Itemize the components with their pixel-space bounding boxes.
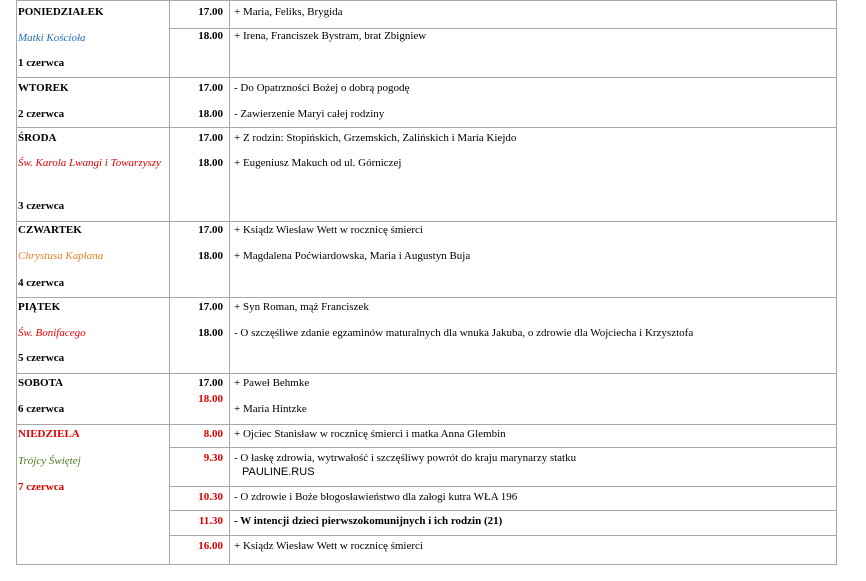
column-divider-day-time bbox=[169, 0, 170, 565]
mass-time: 17.00 bbox=[198, 301, 223, 313]
mass-time: 18.00 bbox=[198, 157, 223, 169]
day-date: 6 czerwca bbox=[18, 403, 65, 415]
row-divider bbox=[16, 424, 837, 425]
mass-intention: - O zdrowie i Boże błogosławieństwo dla załogi kutra WŁA 196 bbox=[234, 491, 518, 503]
mass-time: 16.00 bbox=[198, 540, 223, 552]
mass-time: 18.00 bbox=[198, 327, 223, 339]
table-border-left bbox=[16, 0, 17, 565]
mass-time: 17.00 bbox=[198, 224, 223, 236]
day-name: PONIEDZIAŁEK bbox=[18, 6, 104, 18]
feast-name: Matki Kościoła bbox=[18, 32, 86, 44]
feast-name: Chrystusa Kapłana bbox=[18, 250, 104, 262]
mass-time: 17.00 bbox=[198, 6, 223, 18]
mass-time: 11.30 bbox=[198, 515, 223, 527]
day-date: 7 czerwca bbox=[18, 481, 65, 493]
sub-row-divider bbox=[169, 535, 837, 536]
mass-intention: + Ksiądz Wiesław Wett w rocznicę śmierci bbox=[234, 540, 423, 552]
day-name: CZWARTEK bbox=[18, 224, 82, 236]
day-name: WTOREK bbox=[18, 82, 69, 94]
table-border-right bbox=[836, 0, 837, 565]
day-date: 4 czerwca bbox=[18, 277, 65, 289]
day-date: 5 czerwca bbox=[18, 352, 65, 364]
mass-intention: - Zawierzenie Maryi całej rodziny bbox=[234, 108, 385, 120]
day-date: 2 czerwca bbox=[18, 108, 65, 120]
day-name: ŚRODA bbox=[18, 132, 57, 144]
mass-intention: + Maria, Feliks, Brygida bbox=[234, 6, 343, 18]
mass-intention: + Paweł Behmke bbox=[234, 377, 310, 389]
mass-intention: + Ksiądz Wiesław Wett w rocznicę śmierci bbox=[234, 224, 423, 236]
table-border-bottom bbox=[16, 564, 837, 565]
column-divider-time-intention bbox=[229, 0, 230, 565]
mass-intention: + Syn Roman, mąż Franciszek bbox=[234, 301, 369, 313]
sub-row-divider bbox=[169, 510, 837, 511]
feast-name: Św. Bonifacego bbox=[18, 327, 86, 339]
mass-time: 18.00 bbox=[198, 108, 223, 120]
day-name: NIEDZIELA bbox=[18, 428, 80, 440]
sub-row-divider bbox=[169, 486, 837, 487]
row-divider bbox=[16, 297, 837, 298]
mass-schedule-table bbox=[16, 0, 837, 565]
row-divider bbox=[16, 77, 837, 78]
row-divider bbox=[16, 127, 837, 128]
day-name: SOBOTA bbox=[18, 377, 64, 389]
sub-row-divider bbox=[169, 447, 837, 448]
mass-intention: + Magdalena Poćwiardowska, Maria i Augustyn Buja bbox=[234, 250, 471, 262]
mass-intention: - Do Opatrzności Bożej o dobrą pogodę bbox=[234, 82, 410, 94]
mass-time: 18.00 bbox=[198, 393, 223, 405]
mass-time: 10.30 bbox=[198, 491, 223, 503]
day-name: PIĄTEK bbox=[18, 301, 61, 313]
day-date: 3 czerwca bbox=[18, 200, 65, 212]
mass-time: 18.00 bbox=[198, 250, 223, 262]
mass-time: 9.30 bbox=[203, 452, 223, 464]
mass-intention-continued: PAULINE.RUS bbox=[242, 466, 315, 478]
mass-intention: + Z rodzin: Stopińskich, Grzemskich, Zalińskich i Maria Kiejdo bbox=[234, 132, 517, 144]
feast-name: Trójcy Świętej bbox=[18, 455, 81, 467]
mass-intention: + Eugeniusz Makuch od ul. Górniczej bbox=[234, 157, 402, 169]
feast-name: Św. Karola Lwangi i Towarzyszy bbox=[18, 157, 161, 169]
mass-intention: + Ojciec Stanisław w rocznicę śmierci i matka Anna Glembin bbox=[234, 428, 506, 440]
day-date: 1 czerwca bbox=[18, 57, 65, 69]
mass-time: 17.00 bbox=[198, 132, 223, 144]
mass-time: 17.00 bbox=[198, 82, 223, 94]
mass-intention: - O szczęśliwe zdanie egzaminów maturalnych dla wnuka Jakuba, o zdrowie dla Wojciecha i Krzysztofa bbox=[234, 327, 694, 339]
row-divider bbox=[16, 373, 837, 374]
row-divider bbox=[16, 0, 837, 1]
mass-intention: - O łaskę zdrowia, wytrwałość i szczęśliwy powrót do kraju marynarzy statku bbox=[234, 452, 577, 464]
sub-row-divider bbox=[169, 28, 837, 29]
mass-intention: + Maria Hintzke bbox=[234, 403, 307, 415]
row-divider bbox=[16, 221, 837, 222]
mass-intention: - W intencji dzieci pierwszokomunijnych i ich rodzin (21) bbox=[234, 515, 503, 527]
mass-time: 18.00 bbox=[198, 30, 223, 42]
mass-time: 8.00 bbox=[203, 428, 223, 440]
mass-intention: + Irena, Franciszek Bystram, brat Zbigniew bbox=[234, 30, 427, 42]
mass-time: 17.00 bbox=[198, 377, 223, 389]
